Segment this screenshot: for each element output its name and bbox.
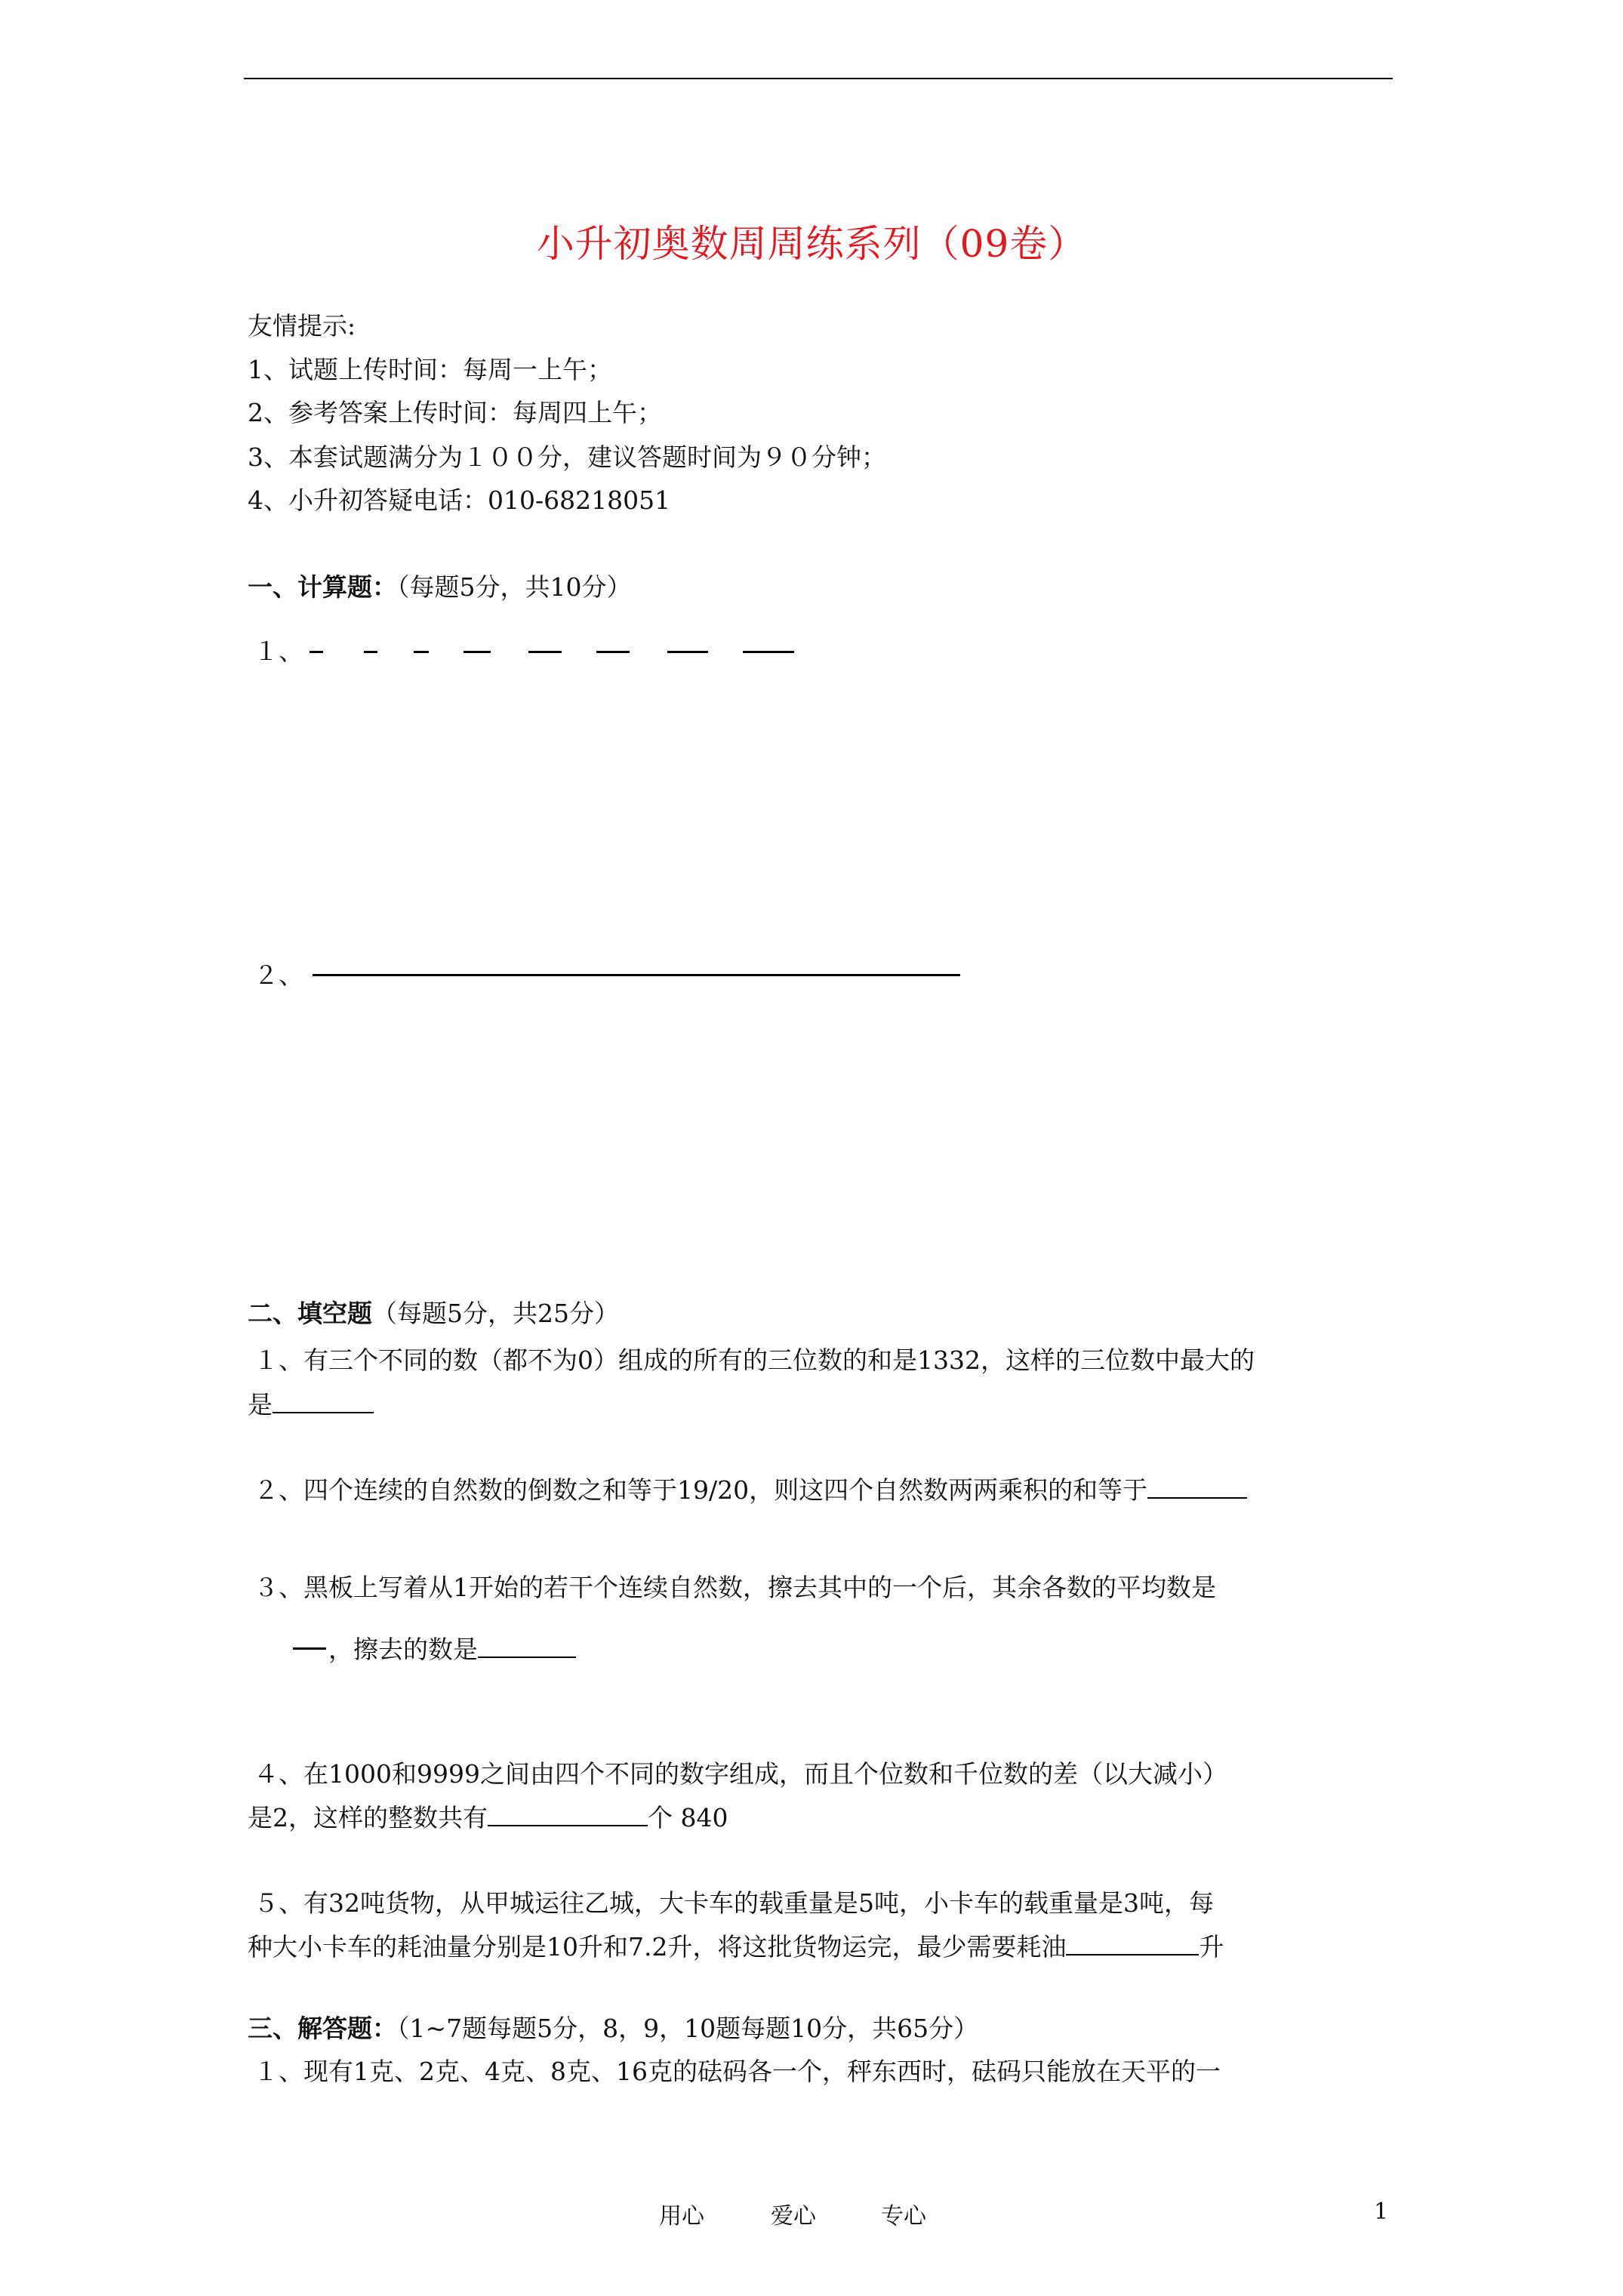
fill-q1-text: 是 (248, 1390, 273, 1419)
footer-word: 爱心 (771, 2203, 816, 2230)
page-title: 小升初奥数周周练系列（09卷） (536, 222, 1087, 266)
fill-q5-text: 种大小卡车的耗油量分别是10升和7.2升，将这批货物运完，最少需要耗油 (248, 1932, 1067, 1962)
answer-blank[interactable] (273, 1389, 374, 1413)
page-number: 1 (1374, 2199, 1389, 2225)
tips-heading: 友情提示: (248, 311, 356, 341)
fraction-bar (743, 651, 794, 653)
fraction-bar (310, 651, 323, 653)
fill-q5-suffix: 升 (1199, 1932, 1224, 1962)
fill-q1-line2 (248, 1389, 374, 1420)
section3-heading (248, 2014, 978, 2044)
fraction-bar (463, 651, 491, 653)
fill-q5-line1: ５、有32吨货物，从甲城运往乙城，大卡车的载重量是5吨，小卡车的载重量是3吨，每 (254, 1888, 1214, 1918)
footer-word: 专心 (881, 2203, 926, 2230)
fill-q3-text: ，擦去的数是 (328, 1635, 478, 1664)
section3-label: 三、解答题： (248, 2014, 397, 2043)
fraction-bar (596, 651, 630, 653)
fill-q4-text: 是2，这样的整数共有 (248, 1803, 488, 1832)
section3-note: （1~7题每题5分，8，9，10题每题10分，共65分） (397, 2014, 979, 2043)
header-rule (244, 78, 1393, 79)
tip-item: 3、本套试题满分为１００分，建议答题时间为９０分钟； (248, 442, 886, 472)
tip-item: 4、小升初答疑电话：010-68218051 (248, 485, 671, 515)
fill-q4-suffix: 个 840 (648, 1803, 728, 1832)
section1-note: （每题5分，共10分） (397, 572, 632, 602)
fraction-bar (293, 1647, 326, 1650)
fraction-bar (364, 651, 377, 653)
solve-q1: １、现有1克、2克、4克、8克、16克的砝码各一个，秤东西时，砝码只能放在天平的一 (254, 2057, 1221, 2086)
tip-item: 1、试题上传时间：每周一上午； (248, 355, 612, 384)
fill-q4-line1: ４、在1000和9999之间由四个不同的数字组成，而且个位数和千位数的差（以大减小） (254, 1759, 1227, 1789)
answer-blank[interactable] (478, 1634, 576, 1658)
fill-q2 (254, 1475, 1247, 1505)
fraction-bar (667, 651, 708, 653)
fraction-bar (313, 974, 960, 976)
answer-blank[interactable] (488, 1802, 648, 1826)
footer-word: 用心 (659, 2203, 704, 2230)
section2-heading (248, 1299, 619, 1329)
fraction-bar (528, 651, 562, 653)
fill-q4-line2 (248, 1802, 728, 1833)
section2-label: 二、填空题 (248, 1299, 372, 1328)
fill-q3-line2 (328, 1634, 576, 1665)
fill-q2-text: ２、四个连续的自然数的倒数之和等于19/20，则这四个自然数两两乘积的和等于 (254, 1475, 1148, 1505)
answer-blank[interactable] (1066, 1931, 1199, 1955)
fraction-bar (414, 651, 429, 653)
section1-heading (248, 572, 632, 603)
section2-note: （每题5分，共25分） (372, 1299, 619, 1328)
answer-blank[interactable] (1147, 1475, 1247, 1499)
calc-q1-number: １、 (254, 636, 303, 666)
section1-label: 一、计算题： (248, 572, 397, 602)
calc-q2-number: ２、 (254, 960, 303, 990)
fill-q3-line1: ３、黑板上写着从1开始的若干个连续自然数，擦去其中的一个后，其余各数的平均数是 (254, 1573, 1216, 1602)
fill-q1-line1: １、有三个不同的数（都不为0）组成的所有的三位数的和是1332，这样的三位数中最大的 (254, 1345, 1255, 1375)
tip-item: 2、参考答案上传时间：每周四上午； (248, 398, 662, 427)
fill-q5-line2 (248, 1931, 1224, 1962)
